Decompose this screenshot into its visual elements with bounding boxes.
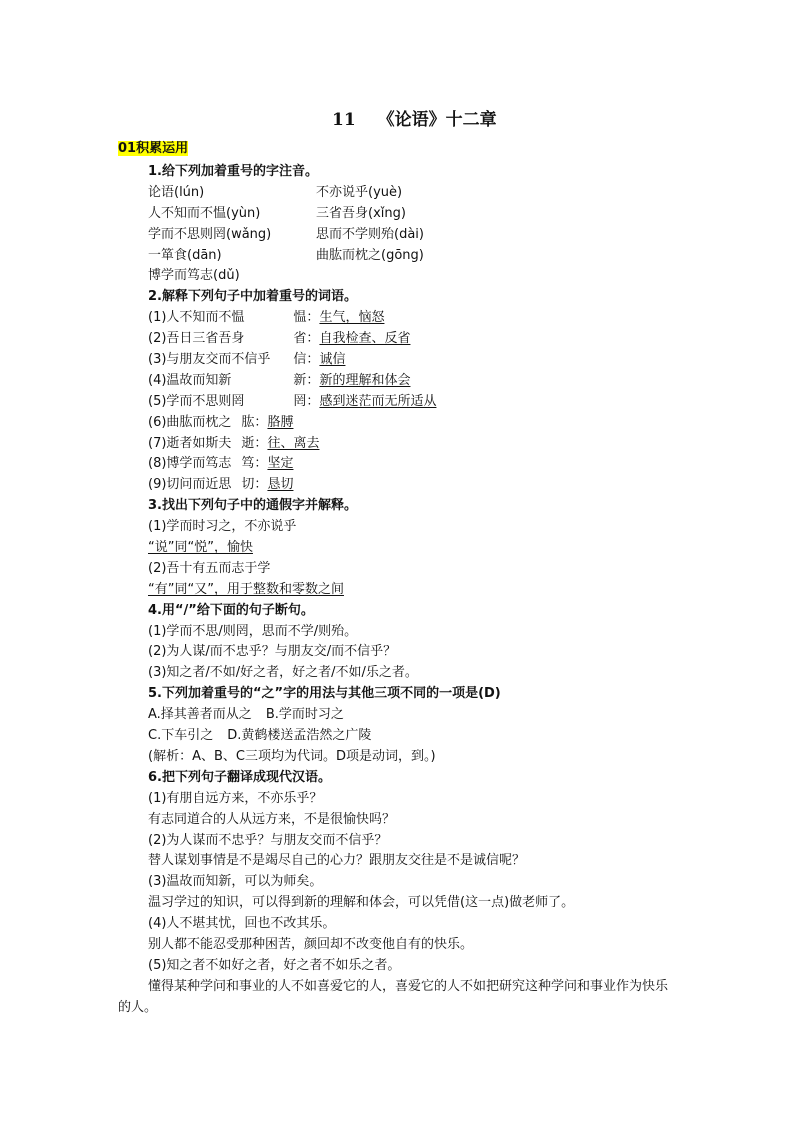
- q2-meaning: 恳切: [267, 477, 294, 493]
- q2-sentence: (7)逝者如斯夫: [148, 435, 232, 451]
- q3-answer: “有”同“又”，用于整数和零数之间: [148, 581, 344, 597]
- q6-translation: 温习学过的知识，可以得到新的理解和体会，可以凭借(这一点)做老师了。: [148, 895, 575, 911]
- q2-word: 罔：: [293, 393, 320, 409]
- q2-sentence: (2)吾日三省吾身: [148, 331, 245, 347]
- q1-pair-row: [148, 204, 708, 225]
- q2-word: 笃：: [241, 456, 268, 472]
- q1-item: 学而不思则罔(wǎng): [148, 226, 272, 242]
- q4-answer: (3)知之者/不如/好之者，好之者/不如/乐之者。: [148, 665, 418, 681]
- q3-answer: “说”同“悦”，愉快: [148, 540, 253, 556]
- q2-word: 肱：: [241, 414, 268, 430]
- lesson-title: 《论语》十二章: [377, 110, 497, 130]
- q5-option-a: A.择其善者而从之: [148, 707, 252, 723]
- q1-item: 论语(lún): [148, 184, 205, 200]
- q2-meaning: 新的理解和体会: [319, 372, 411, 388]
- q6-translation: 别人都不能忍受那种困苦，颜回却不改变他自有的快乐。: [148, 936, 474, 952]
- q6-translation: 懂得某种学问和事业的人不如喜爱它的人，喜爱它的人不如把研究这种学问和事业作为快乐的人。: [118, 978, 669, 1015]
- q5-option-b: B.学而时习之: [265, 707, 344, 723]
- q2-list: [148, 308, 708, 496]
- q2-item: [148, 350, 708, 371]
- q2-meaning: 坚定: [267, 456, 294, 472]
- q4-heading: 4.用“/”给下面的句子断句。: [148, 602, 314, 618]
- q2-sentence: (3)与朋友交而不信乎: [148, 352, 271, 368]
- q5-option-row: [148, 726, 708, 747]
- q1-heading: 1.给下列加着重号的字注音。: [148, 164, 318, 179]
- q6-sentence: (3)温故而知新，可以为师矣。: [148, 874, 323, 890]
- q6-translation: 替人谋划事情是不是竭尽自己的心力？跟朋友交往是不是诚信呢？: [148, 853, 526, 869]
- q3-sentence: (1)学而时习之，不亦说乎: [148, 519, 297, 535]
- q5-option-c: C.下车引之: [148, 728, 214, 744]
- q3-heading: 3.找出下列句子中的通假字并解释。: [148, 498, 357, 514]
- q2-word: 切：: [241, 477, 268, 493]
- q6-translation: 有志同道合的人从远方来，不是很愉快吗？: [148, 811, 396, 827]
- q2-meaning: 诚信: [319, 352, 346, 368]
- q2-item: [148, 392, 708, 413]
- q6-sentence: (1)有朋自远方来，不亦乐乎？: [148, 790, 323, 806]
- q2-sentence: (4)温故而知新: [148, 372, 232, 388]
- q5-heading: 5.下列加着重号的“之”字的用法与其他三项不同的一项是(D): [148, 686, 501, 702]
- q2-item: [148, 308, 708, 329]
- q1-pair-row: [148, 225, 708, 246]
- q6-sentence: (2)为人谋而不忠乎？与朋友交而不信乎？: [148, 832, 388, 848]
- q2-item: [148, 413, 708, 434]
- q5-option-row: [148, 705, 708, 726]
- exercise-content: [118, 162, 708, 1019]
- section-heading: 01积累运用: [118, 141, 189, 156]
- q2-meaning: 胳膊: [267, 414, 294, 430]
- q2-sentence: (8)博学而笃志: [148, 456, 232, 472]
- q2-word: 愠：: [293, 310, 320, 326]
- q1-item: 曲肱而枕之(gōng): [316, 247, 424, 263]
- lesson-number: 11: [332, 110, 356, 130]
- q6-heading: 6.把下列句子翻译成现代汉语。: [148, 769, 331, 785]
- q5-analysis: (解析：A、B、C三项均为代词。D项是动词，到。): [148, 748, 436, 764]
- q3-sentence: (2)吾十有五而志于学: [148, 560, 271, 576]
- q2-item: [148, 454, 708, 475]
- q1-item: 人不知而不愠(yùn): [148, 205, 261, 221]
- page-title: [332, 105, 497, 130]
- q2-sentence: (6)曲肱而枕之: [148, 414, 232, 430]
- q2-meaning: 自我检查、反省: [319, 331, 411, 347]
- q1-pair-row: [148, 183, 708, 204]
- q1-pair-row: [148, 246, 708, 267]
- q2-heading: 2.解释下列句子中加着重号的词语。: [148, 289, 357, 305]
- q6-sentence: (5)知之者不如好之者，好之者不如乐之者。: [148, 957, 401, 973]
- q1-item: 不亦说乎(yuè): [316, 184, 403, 200]
- q2-item: [148, 434, 708, 455]
- q2-meaning: 生气，恼怒: [319, 310, 385, 326]
- q2-word: 逝：: [241, 435, 268, 451]
- q5-option-d: D.黄鹤楼送孟浩然之广陵: [227, 728, 372, 744]
- q4-answer: (1)学而不思/则罔，思而不学/则殆。: [148, 623, 358, 639]
- q2-meaning: 感到迷茫而无所适从: [319, 393, 437, 409]
- q2-word: 省：: [293, 331, 320, 347]
- q2-word: 新：: [293, 372, 320, 388]
- q2-item: [148, 371, 708, 392]
- q2-item: [148, 475, 708, 496]
- q2-sentence: (9)切问而近思: [148, 477, 232, 493]
- q6-sentence: (4)人不堪其忧，回也不改其乐。: [148, 916, 336, 932]
- q1-item: 思而不学则殆(dài): [316, 226, 424, 242]
- q2-meaning: 往、离去: [267, 435, 320, 451]
- q2-sentence: (5)学而不思则罔: [148, 393, 245, 409]
- q2-item: [148, 329, 708, 350]
- q2-word: 信：: [293, 352, 320, 368]
- q4-answer: (2)为人谋/而不忠乎？与朋友交/而不信乎？: [148, 644, 397, 660]
- q1-item: 三省吾身(xǐng): [316, 205, 406, 221]
- q1-item: 博学而笃志(dǔ): [148, 268, 240, 284]
- q1-item: 一箪食(dān): [148, 247, 222, 263]
- q2-sentence: (1)人不知而不愠: [148, 310, 245, 326]
